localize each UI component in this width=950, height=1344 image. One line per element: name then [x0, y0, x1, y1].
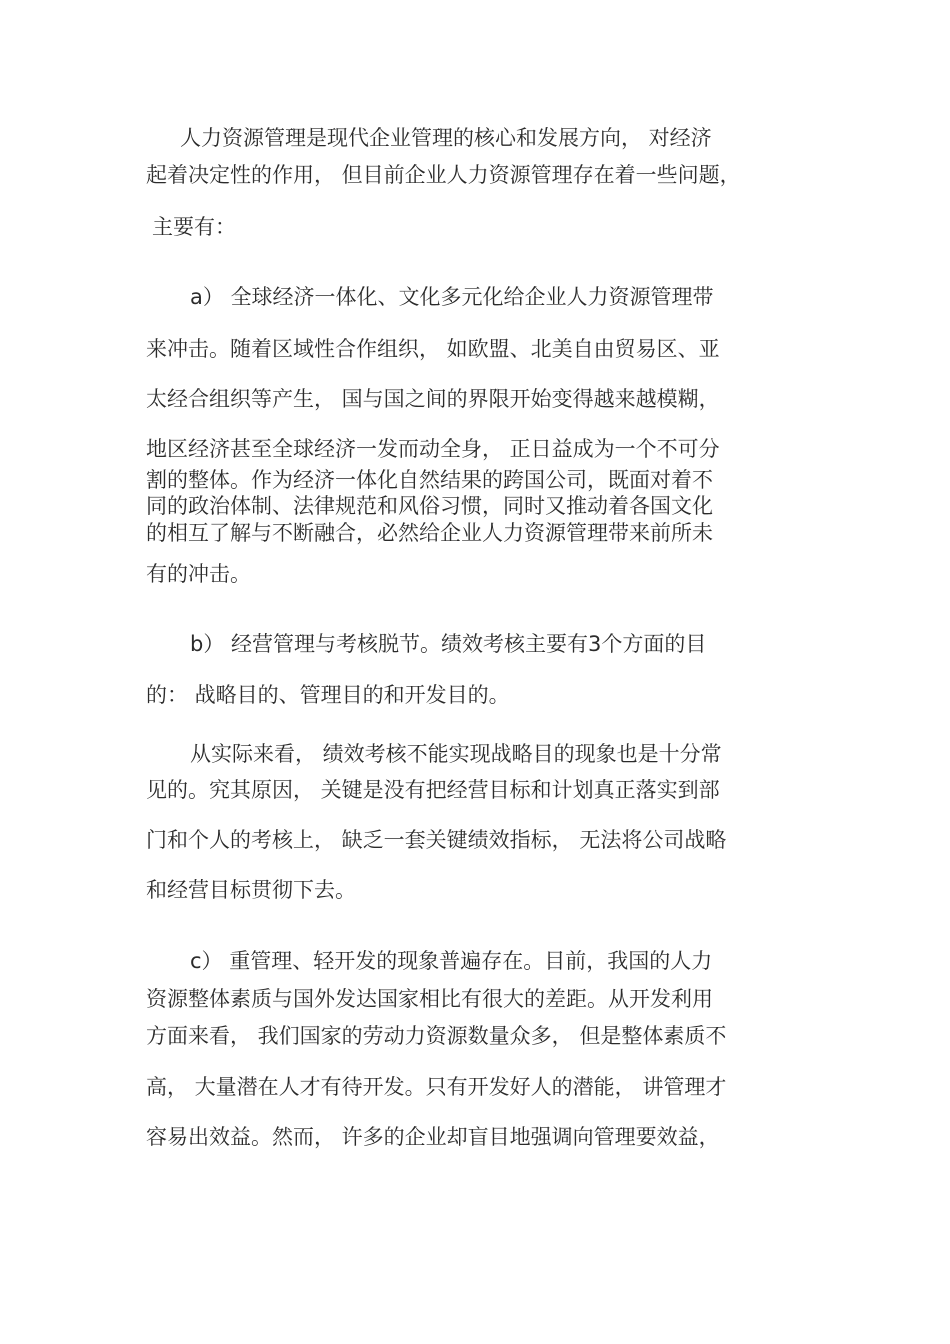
section-c-line-5: 容易出效益。然而， 许多的企业却盲目地强调向管理要效益，: [146, 1125, 720, 1149]
section-a-line-7: 的相互了解与不断融合，必然给企业人力资源管理带来前所未: [146, 521, 713, 545]
section-c-marker: c）: [190, 949, 223, 973]
section-b-first-line: [190, 630, 706, 658]
section-a-line-3: 太经合组织等产生， 国与国之间的界限开始变得越来越模糊，: [146, 387, 720, 411]
section-c-line-3: 方面来看， 我们国家的劳动力资源数量众多， 但是整体素质不: [146, 1024, 727, 1048]
section-a-marker: a）: [190, 285, 224, 309]
practice-line-1: 从实际来看， 绩效考核不能实现战略目的现象也是十分常: [190, 742, 722, 766]
section-c-first-line: [190, 947, 712, 975]
section-a-line-4: 地区经济甚至全球经济一发而动全身， 正日益成为一个不可分: [146, 437, 720, 461]
intro-line-1: 人力资源管理是现代企业管理的核心和发展方向， 对经济: [180, 126, 712, 150]
section-b-line-1-tail: 个方面的目: [601, 632, 707, 656]
section-c-line-4: 高， 大量潜在人才有待开发。只有开发好人的潜能， 讲管理才: [146, 1075, 727, 1099]
intro-line-3: 主要有：: [152, 215, 236, 239]
section-a-line-2: 来冲击。随着区域性合作组织， 如欧盟、北美自由贸易区、亚: [146, 337, 720, 361]
section-c-line-1: 重管理、轻开发的现象普遍存在。目前，我国的人力: [229, 949, 713, 973]
practice-line-2: 见的。究其原因， 关键是没有把经营目标和计划真正落实到部: [146, 778, 720, 802]
intro-line-2: 起着决定性的作用， 但目前企业人力资源管理存在着一些问题，: [146, 163, 741, 187]
section-b-line-2: 的： 战略目的、管理目的和开发目的。: [146, 683, 510, 707]
section-c-line-2: 资源整体素质与国外发达国家相比有很大的差距。从开发利用: [146, 987, 713, 1011]
section-b-number: 3: [588, 632, 602, 656]
section-a-first-line: [190, 283, 714, 311]
practice-line-3: 门和个人的考核上， 缺乏一套关键绩效指标， 无法将公司战略: [146, 828, 727, 852]
section-b-marker: b）: [190, 632, 225, 656]
section-a-line-1: 全球经济一体化、文化多元化给企业人力资源管理带: [230, 285, 714, 309]
section-a-line-8: 有的冲击。: [146, 562, 251, 586]
section-a-line-5: 割的整体。作为经济一体化自然结果的跨国公司，既面对着不: [146, 468, 713, 492]
section-a-line-6: 同的政治体制、法律规范和风俗习惯，同时又推动着各国文化: [146, 494, 713, 518]
practice-line-4: 和经营目标贯彻下去。: [146, 878, 356, 902]
section-b-line-1-text: 经营管理与考核脱节。绩效考核主要有: [231, 632, 589, 656]
